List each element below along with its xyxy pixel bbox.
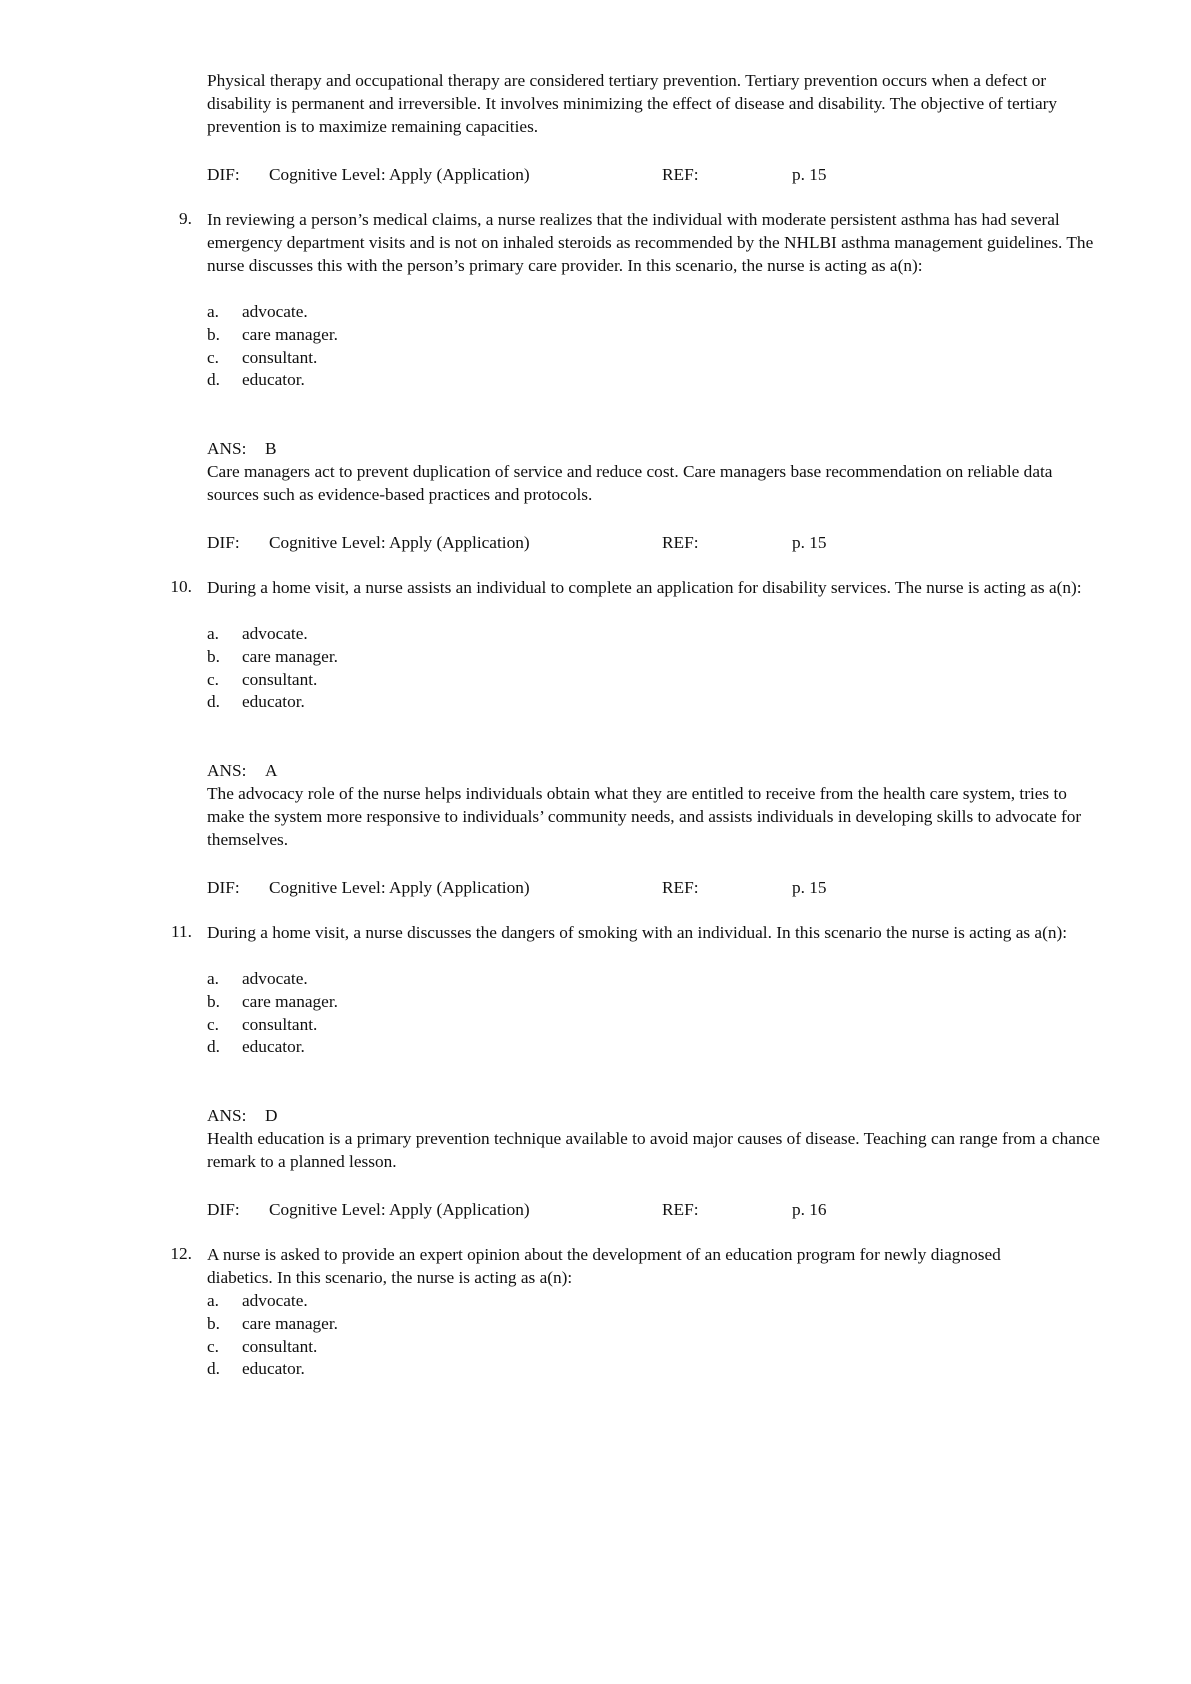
intro-rationale: Physical therapy and occupational therapy are considered tertiary prevention. Tertiary prevention occurs when a defect or disability is permanent and irreversible. It involves minimizing the effect of disease and disability. The objective of tertiary prevention is to maximize remaining capacities. xyxy=(207,71,1058,136)
document-page: Physical therapy and occupational therapy are considered tertiary prevention. Tertiary prevention occurs when a defect or disability is permanent and irreversible. It involves minimizing the effect of disease and disability. The objective of tertiary prevention is to maximize remaining capacities. DIF: Cognitive Level: Apply (Application) REF: p. 15 9. In reviewing a person’s medical claims, a nurse realizes that the individual with moderate persistent asthma has had several emergency department visits and is not on inhaled steroids as recommended by the NHLBI asthma management guidelines. The nurse discusses this with the person’s primary care provider. In this scenario, the nurse is acting as a(n): a. advocate. b. care manager. c. consultant. d. educator. ANS: B Care managers act to prevent duplication of service and reduce cost. Care managers base recommendation on reliable data sources such as evidence-based practices and protocols. DIF: Cognitive Level: Apply (Application) REF: p. 15 10. During a home visit, a nurse assists an individual to complete an application for disability services. The nurse is acting as a(n): a. advocate. b. care manager. c. consultant. d. educator. ANS: A The advocacy role of the nurse helps individuals obtain what they are entitled to receive from the health care system, tries to make the system more responsive to individuals’ community needs, and assists individuals in developing skills to advocate for themselves. DIF: Cognitive Level: Apply (Application) REF: p. 15 11. During a home visit, a nurse discusses the dangers of smoking with an individual. In this scenario the nurse is acting as a(n): a. advocate. b. care manager. c. consultant. d. educator. ANS: D Health education is a primary prevention technique available to avoid major causes of disease. Teaching can range from a chance remark to a planned lesson. DIF: Cognitive Level: Apply (Application) REF: p. 16 12. A nurse is asked to provide an expert opinion about the development of an education program for newly diagnosed diabetics. In this scenario, the nurse is acting as a(n): a. advocate. b. care manager. c. consultant. d. educator. xyxy=(0,0,1191,1684)
dif-label: DIF: xyxy=(207,878,240,897)
question-number: 9. xyxy=(179,209,192,228)
question-stem: In reviewing a person’s medical claims, a nurse realizes that the individual with moderate persistent asthma has had several emergency department visits and is not on inhaled steroids as recommended by the NHLBI asthma management guidelines. The nurse discusses this with the person’s primary care provider. In this scenario, the nurse is acting as a(n): xyxy=(207,210,1094,275)
cognitive-level: Cognitive Level: Apply (Application) xyxy=(269,1200,530,1219)
question-meta xyxy=(207,1198,1007,1221)
cognitive-level: Cognitive Level: Apply (Application) xyxy=(269,533,530,552)
dif-label: DIF: xyxy=(207,533,240,552)
question-stem: A nurse is asked to provide an expert opinion about the development of an education program for newly diagnosed diabetics. In this scenario, the nurse is acting as a(n): xyxy=(207,1245,1001,1287)
ans-label: ANS: xyxy=(207,1106,247,1125)
answer-letter: A xyxy=(265,761,278,780)
dif-label: DIF: xyxy=(207,1200,240,1219)
intro-meta xyxy=(207,163,1007,186)
question-meta xyxy=(207,531,1007,554)
ref-label: REF: xyxy=(662,878,699,897)
ans-label: ANS: xyxy=(207,439,247,458)
question-stem: During a home visit, a nurse assists an individual to complete an application for disability services. The nurse is acting as a(n): xyxy=(207,578,1082,597)
answer-line xyxy=(207,760,277,783)
ref-page: p. 16 xyxy=(792,1200,827,1219)
ref-label: REF: xyxy=(662,533,699,552)
ref-page: p. 15 xyxy=(792,165,827,184)
question-number: 11. xyxy=(171,922,192,941)
answer-rationale: The advocacy role of the nurse helps individuals obtain what they are entitled to receive from the health care system, tries to make the system more responsive to individuals’ community needs, and assists individuals in developing skills to advocate for themselves. xyxy=(207,784,1082,849)
answer-rationale: Health education is a primary prevention technique available to avoid major causes of disease. Teaching can range from a chance remark to a planned lesson. xyxy=(207,1129,1100,1171)
ans-label: ANS: xyxy=(207,761,247,780)
ref-label: REF: xyxy=(662,165,699,184)
answer-letter: D xyxy=(265,1106,278,1125)
question-number: 10. xyxy=(170,577,192,596)
answer-letter: B xyxy=(265,439,277,458)
ref-label: REF: xyxy=(662,1200,699,1219)
question-meta xyxy=(207,876,1007,899)
dif-label: DIF: xyxy=(207,165,240,184)
cognitive-level: Cognitive Level: Apply (Application) xyxy=(269,165,530,184)
ref-page: p. 15 xyxy=(792,878,827,897)
ref-page: p. 15 xyxy=(792,533,827,552)
question-stem: During a home visit, a nurse discusses the dangers of smoking with an individual. In this scenario the nurse is acting as a(n): xyxy=(207,923,1068,942)
answer-rationale: Care managers act to prevent duplication of service and reduce cost. Care managers base recommendation on reliable data sources such as evidence-based practices and protocols. xyxy=(207,462,1053,504)
cognitive-level: Cognitive Level: Apply (Application) xyxy=(269,878,530,897)
question-number: 12. xyxy=(170,1244,192,1263)
answer-line xyxy=(207,438,277,461)
answer-line xyxy=(207,1105,277,1128)
